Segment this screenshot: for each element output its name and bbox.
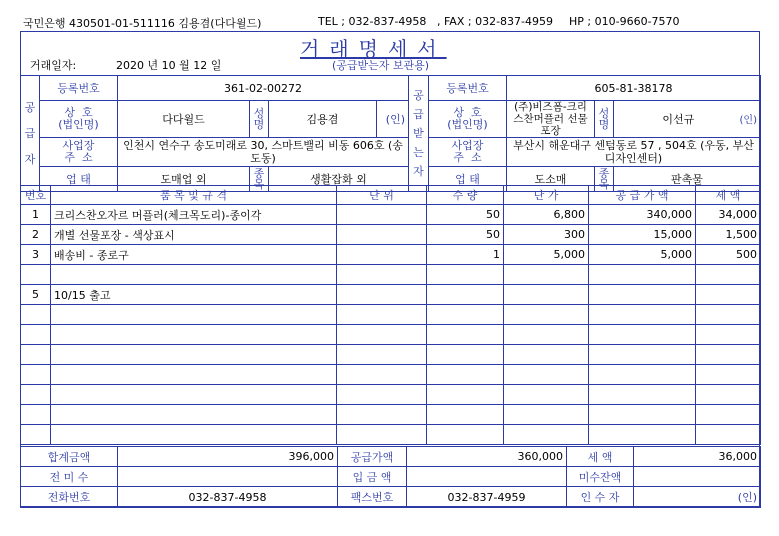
col-no: 번호 bbox=[21, 186, 51, 205]
cell-qty bbox=[427, 425, 504, 445]
table-row bbox=[21, 365, 761, 385]
col-qty: 수 량 bbox=[427, 186, 504, 205]
cell-tax bbox=[696, 425, 761, 445]
trade-date: 2020 년 10 월 12 일 bbox=[116, 59, 222, 72]
supply-amount: 360,000 bbox=[407, 447, 567, 467]
cell-tax bbox=[696, 365, 761, 385]
buyer-addr-label: 사업장 주 소 bbox=[429, 138, 507, 167]
cell-no bbox=[21, 405, 51, 425]
cell-price bbox=[504, 305, 589, 325]
buyer-addr: 부산시 해운대구 센텀동로 57 , 504호 (우동, 부산디자인센터) bbox=[507, 138, 761, 167]
cell-qty bbox=[427, 285, 504, 305]
cell-tax bbox=[696, 285, 761, 305]
buyer-type-label: 업 태 bbox=[429, 167, 507, 192]
table-row bbox=[21, 325, 761, 345]
cell-desc: 배송비 - 종로구 bbox=[51, 245, 337, 265]
cell-no bbox=[21, 325, 51, 345]
table-row bbox=[21, 245, 761, 265]
table-row bbox=[21, 285, 761, 305]
cell-supply bbox=[589, 305, 696, 325]
phone-number: 032-837-4958 bbox=[118, 487, 338, 508]
cell-tax bbox=[696, 385, 761, 405]
cell-qty: 50 bbox=[427, 205, 504, 225]
cell-desc: 개별 선물포장 - 색상표시 bbox=[51, 225, 337, 245]
hp-info: HP ; 010-9660-7570 bbox=[569, 15, 680, 28]
cell-price bbox=[504, 365, 589, 385]
prev-balance-label: 전 미 수 bbox=[21, 467, 118, 487]
cell-desc bbox=[51, 345, 337, 365]
cell-price: 6,800 bbox=[504, 205, 589, 225]
cell-unit bbox=[337, 305, 427, 325]
cell-supply: 15,000 bbox=[589, 225, 696, 245]
buyer-rep-label: 성명 bbox=[595, 101, 614, 138]
cell-unit bbox=[337, 205, 427, 225]
cell-unit bbox=[337, 325, 427, 345]
cell-supply bbox=[589, 425, 696, 445]
table-row bbox=[21, 265, 761, 285]
receiver-label: 인 수 자 bbox=[567, 487, 634, 508]
cell-no bbox=[21, 425, 51, 445]
buyer-name-label: 상 호 (법인명) bbox=[429, 101, 507, 138]
buyer-item: 판촉물 bbox=[614, 167, 761, 192]
cell-no: 1 bbox=[21, 205, 51, 225]
cell-supply bbox=[589, 345, 696, 365]
cell-qty bbox=[427, 305, 504, 325]
cell-supply bbox=[589, 325, 696, 345]
cell-supply: 340,000 bbox=[589, 205, 696, 225]
cell-tax bbox=[696, 305, 761, 325]
cell-no bbox=[21, 365, 51, 385]
trade-date-label: 거래일자: bbox=[30, 59, 77, 72]
cell-price bbox=[504, 385, 589, 405]
buyer-rep bbox=[614, 101, 761, 138]
cell-qty bbox=[427, 385, 504, 405]
cell-price bbox=[504, 285, 589, 305]
phone-label: 전화번호 bbox=[21, 487, 118, 508]
cell-unit bbox=[337, 225, 427, 245]
cell-supply bbox=[589, 365, 696, 385]
cell-price: 300 bbox=[504, 225, 589, 245]
items-header-row bbox=[21, 186, 761, 205]
fax-number: 032-837-4959 bbox=[407, 487, 567, 508]
paid-label: 입 금 액 bbox=[338, 467, 407, 487]
cell-desc bbox=[51, 365, 337, 385]
cell-unit bbox=[337, 425, 427, 445]
buyer-name: (주)비즈폼-크리스찬머플러 선물포장 bbox=[507, 101, 595, 138]
tax-amount: 36,000 bbox=[634, 447, 761, 467]
cell-price: 5,000 bbox=[504, 245, 589, 265]
receiver-seal: (인) bbox=[634, 487, 761, 508]
cell-no: 5 bbox=[21, 285, 51, 305]
cell-desc bbox=[51, 425, 337, 445]
supplier-type: 도매업 외 bbox=[118, 167, 250, 192]
cell-tax bbox=[696, 345, 761, 365]
cell-supply bbox=[589, 405, 696, 425]
buyer-type: 도소매 bbox=[507, 167, 595, 192]
supplier-addr-label: 사업장 주 소 bbox=[40, 138, 118, 167]
buyer-reg-no: 605-81-38178 bbox=[507, 76, 761, 101]
cell-desc: 10/15 출고 bbox=[51, 285, 337, 305]
paid-amount bbox=[407, 467, 567, 487]
bank-info: 국민은행 430501-01-511116 김용겸(다다윌드) bbox=[23, 17, 262, 30]
col-desc: 품 목 및 규 격 bbox=[51, 186, 337, 205]
cell-unit bbox=[337, 385, 427, 405]
cell-unit bbox=[337, 365, 427, 385]
cell-no bbox=[21, 265, 51, 285]
supplier-rep-label: 성명 bbox=[250, 101, 269, 138]
cell-tax bbox=[696, 405, 761, 425]
cell-desc: 크리스찬오자르 머플러(체크목도리)-종이각 bbox=[51, 205, 337, 225]
cell-no: 2 bbox=[21, 225, 51, 245]
table-row bbox=[21, 385, 761, 405]
cell-desc bbox=[51, 325, 337, 345]
cell-no bbox=[21, 385, 51, 405]
cell-supply bbox=[589, 385, 696, 405]
table-row bbox=[21, 225, 761, 245]
supplier-name: 다다윌드 bbox=[118, 101, 250, 138]
cell-tax bbox=[696, 265, 761, 285]
cell-price bbox=[504, 425, 589, 445]
cell-desc bbox=[51, 405, 337, 425]
col-supply: 공 급 가 액 bbox=[589, 186, 696, 205]
total-label: 합계금액 bbox=[21, 447, 118, 467]
cell-supply bbox=[589, 265, 696, 285]
cell-qty: 50 bbox=[427, 225, 504, 245]
buyer-rep-name: 이선규 bbox=[662, 113, 695, 126]
party-table bbox=[20, 75, 761, 192]
col-price: 단 가 bbox=[504, 186, 589, 205]
table-row bbox=[21, 405, 761, 425]
cell-desc bbox=[51, 385, 337, 405]
table-row bbox=[21, 345, 761, 365]
tel-info: TEL ; 032-837-4958 bbox=[318, 15, 427, 28]
supplier-side-label: 공 급 자 bbox=[21, 76, 40, 192]
cell-desc bbox=[51, 265, 337, 285]
cell-price bbox=[504, 325, 589, 345]
cell-tax bbox=[696, 325, 761, 345]
total-amount: 396,000 bbox=[118, 447, 338, 467]
cell-price bbox=[504, 405, 589, 425]
tax-label: 세 액 bbox=[567, 447, 634, 467]
supplier-reg-no: 361-02-00272 bbox=[118, 76, 409, 101]
cell-qty bbox=[427, 325, 504, 345]
buyer-item-label: 종목 bbox=[595, 167, 614, 192]
cell-qty bbox=[427, 345, 504, 365]
buyer-reg-label: 등록번호 bbox=[429, 76, 507, 101]
cell-qty bbox=[427, 365, 504, 385]
prev-balance bbox=[118, 467, 338, 487]
document-title: 거래명세서 bbox=[300, 37, 447, 61]
footer-table bbox=[20, 446, 761, 508]
supplier-rep: 김용겸 bbox=[269, 101, 377, 138]
supplier-name-label: 상 호 (법인명) bbox=[40, 101, 118, 138]
table-row bbox=[21, 305, 761, 325]
unpaid-amount bbox=[634, 467, 761, 487]
cell-supply bbox=[589, 285, 696, 305]
supplier-item: 생활잡화 외 bbox=[269, 167, 409, 192]
supply-label: 공급가액 bbox=[338, 447, 407, 467]
table-row bbox=[21, 205, 761, 225]
fax-info: , FAX ; 032-837-4959 bbox=[437, 15, 553, 28]
cell-qty bbox=[427, 265, 504, 285]
cell-tax: 34,000 bbox=[696, 205, 761, 225]
col-tax: 세 액 bbox=[696, 186, 761, 205]
unpaid-label: 미수잔액 bbox=[567, 467, 634, 487]
buyer-side-label: 공 급 받 는 자 bbox=[409, 76, 429, 192]
cell-no: 3 bbox=[21, 245, 51, 265]
col-unit: 단 위 bbox=[337, 186, 427, 205]
table-row bbox=[21, 425, 761, 445]
supplier-seal: (인) bbox=[377, 101, 409, 138]
cell-unit bbox=[337, 285, 427, 305]
cell-qty bbox=[427, 405, 504, 425]
buyer-seal: (인) bbox=[739, 115, 757, 126]
copy-note: (공급받는자 보관용) bbox=[332, 59, 430, 72]
supplier-reg-label: 등록번호 bbox=[40, 76, 118, 101]
cell-unit bbox=[337, 245, 427, 265]
supplier-item-label: 종목 bbox=[250, 167, 269, 192]
supplier-type-label: 업 태 bbox=[40, 167, 118, 192]
cell-unit bbox=[337, 405, 427, 425]
cell-unit bbox=[337, 345, 427, 365]
fax-label: 팩스번호 bbox=[338, 487, 407, 508]
supplier-addr: 인천시 연수구 송도미래로 30, 스마트밸리 비동 606호 (송도동) bbox=[118, 138, 409, 167]
cell-price bbox=[504, 345, 589, 365]
cell-no bbox=[21, 345, 51, 365]
cell-price bbox=[504, 265, 589, 285]
cell-tax: 500 bbox=[696, 245, 761, 265]
cell-unit bbox=[337, 265, 427, 285]
cell-qty: 1 bbox=[427, 245, 504, 265]
cell-no bbox=[21, 305, 51, 325]
cell-desc bbox=[51, 305, 337, 325]
cell-supply: 5,000 bbox=[589, 245, 696, 265]
items-table bbox=[20, 185, 761, 445]
cell-tax: 1,500 bbox=[696, 225, 761, 245]
